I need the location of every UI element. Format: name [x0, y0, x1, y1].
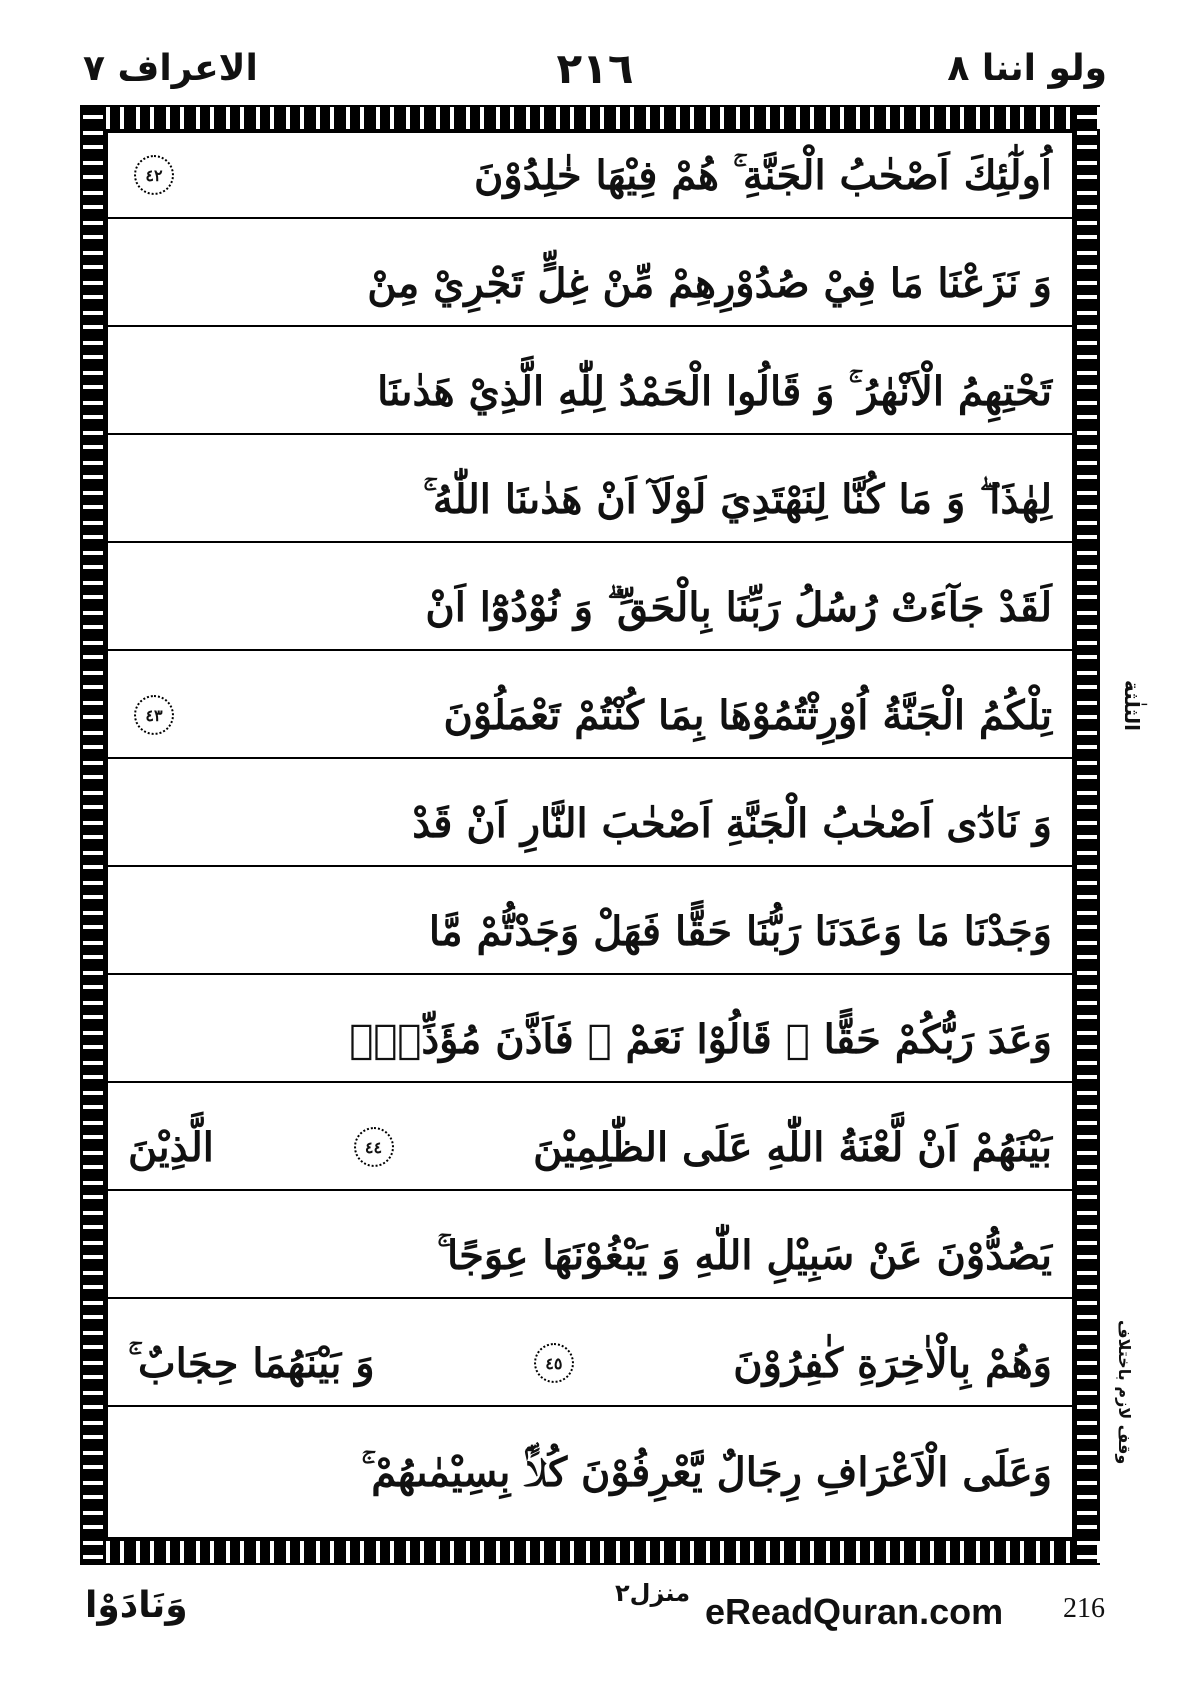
text-line — [108, 1105, 1072, 1191]
line-text: تَحْتِهِمُ الْاَنْهٰرُ ۚ وَ قَالُوا الْحَمْدُ لِلّٰهِ الَّذِيْ هَدٰىنَا — [377, 367, 1052, 415]
page-number: 216 — [1063, 1593, 1105, 1624]
text-line — [108, 241, 1072, 327]
line-text: بَيْنَهُمْ اَنْ لَّعْنَةُ اللّٰهِ عَلَى الظّٰلِمِيْنَ — [533, 1123, 1052, 1171]
line-text-after: الَّذِيْنَ — [128, 1123, 214, 1171]
line-text: وَ نَادٰٓى اَصْحٰبُ الْجَنَّةِ اَصْحٰبَ النَّارِ اَنْ قَدْ — [412, 799, 1052, 847]
text-line — [108, 1213, 1072, 1299]
text-line — [108, 781, 1072, 867]
margin-note-waqf: وقف لازم باختلاف — [1115, 1320, 1134, 1465]
text-line — [108, 565, 1072, 651]
catchword: وَنَادَوْا — [85, 1585, 188, 1626]
juz-name: ولو اننا ٨ — [947, 48, 1107, 89]
ornamental-frame — [80, 105, 1100, 1565]
line-text: وَجَدْنَا مَا وَعَدَنَا رَبُّنَا حَقًّا فَهَلْ وَجَدْتُّمْ مَّا — [428, 907, 1052, 955]
text-line — [108, 457, 1072, 543]
line-text: اُولٰٓئِكَ اَصْحٰبُ الْجَنَّةِ ۚ هُمْ فِيْهَا خٰلِدُوْنَ — [473, 151, 1052, 199]
text-area — [106, 131, 1074, 1539]
site-watermark: eReadQuran.com — [705, 1591, 1004, 1632]
text-line — [108, 889, 1072, 975]
text-line — [108, 133, 1072, 219]
ayah-marker: ٤٤ — [354, 1127, 394, 1167]
surah-name: الاعراف ٧ — [83, 48, 258, 89]
line-text: يَصُدُّوْنَ عَنْ سَبِيْلِ اللّٰهِ وَ يَبْغُوْنَهَا عِوَجًا ۚ — [437, 1231, 1052, 1279]
ayah-marker: ٤٢ — [134, 155, 174, 195]
manzil-label: منزل٢ — [615, 1579, 691, 1607]
line-text: تِلْكُمُ الْجَنَّةُ اُوْرِثْتُمُوْهَا بِمَا كُنْتُمْ تَعْمَلُوْنَ — [443, 691, 1052, 739]
line-text: وَهُمْ بِالْاٰخِرَةِ كٰفِرُوْنَ — [733, 1339, 1052, 1387]
bottom-ornament — [80, 1541, 1100, 1563]
page-footer — [75, 1579, 1115, 1645]
text-line — [108, 673, 1072, 759]
line-text: لَقَدْ جَآءَتْ رُسُلُ رَبِّنَا بِالْحَقِّ ۗ وَ نُوْدُوْٓا اَنْ — [425, 583, 1052, 631]
line-text: وَ نَزَعْنَا مَا فِيْ صُدُوْرِهِمْ مِّنْ غِلٍّ تَجْرِيْ مِنْ — [367, 259, 1052, 307]
line-text: وَعَلَى الْاَعْرَافِ رِجَالٌ يَّعْرِفُوْنَ كُلًّاۢ بِسِيْمٰىهُمْ ۚ — [361, 1448, 1052, 1496]
ayah-marker: ٤٣ — [134, 695, 174, 735]
page-header — [75, 44, 1115, 104]
left-ornament — [83, 105, 103, 1565]
page-number-arabic: ٢١٦ — [556, 44, 634, 93]
text-line — [108, 1429, 1072, 1515]
ayah-marker: ٤٥ — [534, 1343, 574, 1383]
text-line — [108, 349, 1072, 435]
text-line — [108, 1321, 1072, 1407]
line-text: وَعَدَ رَبُّكُمْ حَقًّا ۗ قَالُوْا نَعَمْ ۚ فَاَذَّنَ مُؤَذِّنٌۢ — [349, 1015, 1052, 1063]
right-ornament — [1077, 105, 1097, 1565]
margin-note-thalatha: الثلٰثة — [1120, 680, 1144, 731]
line-text-after: وَ بَيْنَهُمَا حِجَابٌ ۚ — [128, 1339, 375, 1387]
top-ornament — [80, 107, 1100, 129]
line-text: لِهٰذَا ۖ وَ مَا كُنَّا لِنَهْتَدِيَ لَوْلَآ اَنْ هَدٰىنَا اللّٰهُ ۚ — [422, 475, 1052, 523]
text-line — [108, 997, 1072, 1083]
